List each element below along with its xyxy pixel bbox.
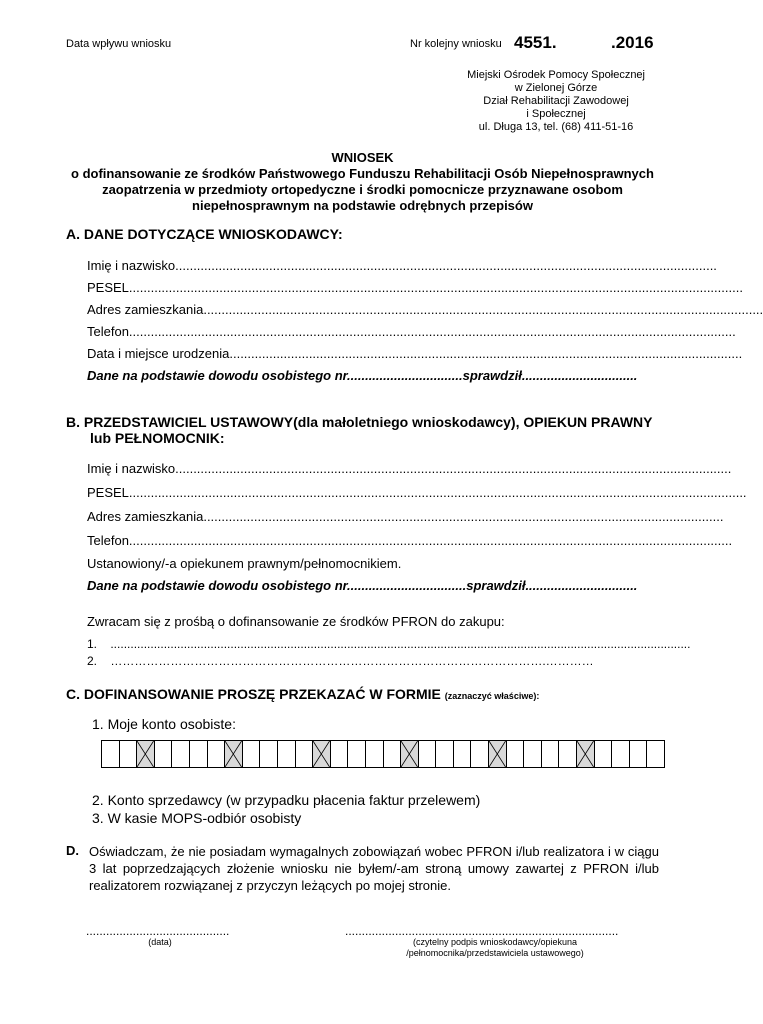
representative-name-field[interactable]: Imię i nazwisko.......................................................................................................................................................... bbox=[87, 461, 732, 476]
representative-address-field[interactable]: Adres zamieszkania................................................................................................................................................ bbox=[87, 509, 724, 524]
account-digit-box[interactable] bbox=[190, 741, 208, 767]
request-text: Zwracam się z prośbą o dofinansowanie ze środków PFRON do zakupu: bbox=[87, 614, 505, 629]
section-a-heading: A. DANE DOTYCZĄCE WNIOSKODAWCY: bbox=[66, 226, 343, 242]
institution-line: Dział Rehabilitacji Zawodowej bbox=[483, 95, 629, 107]
account-digit-box[interactable] bbox=[384, 741, 402, 767]
cross-mark-icon bbox=[313, 741, 330, 767]
account-digit-box[interactable] bbox=[243, 741, 261, 767]
applicant-birth-field[interactable]: Data i miejsce urodzenia.............................................................................................................................................. bbox=[87, 346, 743, 361]
declaration-text: Oświadczam, że nie posiadam wymagalnych zobowiązań wobec PFRON i/lub realizatora i w ciągu 3 lat poprzedzających złożenie wniosku nie byłem/-am stroną umowy zawartej z PFRON i/lub realizatorem rozwiązanej z przyczyn leżących po mojej stronie. bbox=[89, 844, 659, 893]
field-label: Telefon bbox=[87, 324, 129, 339]
representative-pesel-field[interactable]: PESEL........................................................................................................................................................................... bbox=[87, 485, 747, 500]
item-number: 1. bbox=[87, 637, 98, 651]
account-digit-box[interactable] bbox=[296, 741, 314, 767]
account-digit-box[interactable] bbox=[595, 741, 613, 767]
applicant-id-verification: Dane na podstawie dowodu osobistego nr................................sprawdził................................ bbox=[87, 368, 638, 383]
title-line: WNIOSEK bbox=[331, 150, 394, 165]
account-digit-box[interactable] bbox=[172, 741, 190, 767]
option-seller-account[interactable]: 2. Konto sprzedawcy (w przypadku płacenia faktur przelewem) bbox=[92, 792, 481, 808]
representative-id-verification: Dane na podstawie dowodu osobistego nr.................................sprawdził............................... bbox=[87, 578, 638, 593]
field-label: Imię i nazwisko bbox=[87, 258, 176, 273]
account-box-separator bbox=[225, 741, 243, 767]
title-line: niepełnosprawnym na podstawie odrębnych przepisów bbox=[192, 198, 533, 213]
date-received-label: Data wpływu wniosku bbox=[66, 38, 172, 50]
account-digit-box[interactable] bbox=[647, 741, 664, 767]
application-year-value: .2016 bbox=[611, 33, 654, 52]
section-b-heading: B. PRZEDSTAWICIEL USTAWOWY(dla małoletniego wnioskodawcy), OPIEKUN PRAWNY bbox=[66, 414, 653, 430]
title-line: o dofinansowanie ze środków Państwowego Funduszu Rehabilitacji Osób Niepełnosprawnych bbox=[71, 166, 654, 181]
option-cash-desk[interactable]: 3. W kasie MOPS-odbiór osobisty bbox=[92, 810, 302, 826]
item-number: 2. bbox=[87, 654, 98, 668]
account-digit-box[interactable] bbox=[366, 741, 384, 767]
account-digit-box[interactable] bbox=[454, 741, 472, 767]
signature-label-line: (czytelny podpis wnioskodawcy/opiekuna bbox=[412, 937, 578, 947]
cross-mark-icon bbox=[577, 741, 594, 767]
account-digit-box[interactable] bbox=[331, 741, 349, 767]
signature-label bbox=[345, 937, 645, 959]
request-item-2[interactable]: 2. ……………………………………………………………………………………………….………… bbox=[87, 654, 594, 668]
account-digit-box[interactable] bbox=[278, 741, 296, 767]
cross-mark-icon bbox=[225, 741, 242, 767]
account-number-boxes[interactable] bbox=[101, 740, 665, 768]
account-digit-box[interactable] bbox=[630, 741, 648, 767]
account-digit-box[interactable] bbox=[471, 741, 489, 767]
account-digit-box[interactable] bbox=[507, 741, 525, 767]
field-label: Telefon bbox=[87, 533, 129, 548]
account-box-separator bbox=[313, 741, 331, 767]
date-signature-line[interactable]: ........................................... bbox=[86, 924, 230, 938]
section-d-letter: D. bbox=[66, 843, 79, 858]
institution-line: i Społecznej bbox=[526, 108, 586, 120]
institution-address bbox=[467, 69, 645, 134]
cross-mark-icon bbox=[401, 741, 418, 767]
application-number-label: Nr kolejny wniosku bbox=[410, 38, 502, 50]
section-c-title: C. DOFINANSOWANIE PROSZĘ PRZEKAZAĆ W FORMIE bbox=[66, 686, 441, 702]
account-digit-box[interactable] bbox=[436, 741, 454, 767]
field-label: Imię i nazwisko bbox=[87, 461, 176, 476]
account-box-separator bbox=[401, 741, 419, 767]
field-label: PESEL bbox=[87, 485, 129, 500]
account-digit-box[interactable] bbox=[260, 741, 278, 767]
signature-label-line: /pełnomocnika/przedstawiciela ustawowego) bbox=[406, 948, 584, 958]
institution-line: Miejski Ośrodek Pomocy Społecznej bbox=[467, 69, 645, 81]
account-digit-box[interactable] bbox=[102, 741, 120, 767]
account-digit-box[interactable] bbox=[155, 741, 173, 767]
appointed-statement: Ustanowiony/-a opiekunem prawnym/pełnomocnikiem. bbox=[87, 556, 402, 571]
institution-line: ul. Długa 13, tel. (68) 411-51-16 bbox=[478, 121, 634, 133]
section-c-heading bbox=[66, 686, 539, 702]
account-box-separator bbox=[489, 741, 507, 767]
document-title bbox=[0, 150, 725, 214]
representative-phone-field[interactable]: Telefon....................................................................................................................................................................... bbox=[87, 533, 733, 548]
field-label: PESEL bbox=[87, 280, 129, 295]
account-digit-box[interactable] bbox=[348, 741, 366, 767]
account-box-separator bbox=[577, 741, 595, 767]
account-box-separator bbox=[137, 741, 155, 767]
applicant-address-field[interactable]: Adres zamieszkania........................................................................................................................................................... bbox=[87, 302, 763, 317]
signature-line[interactable]: .................................................................................. bbox=[345, 924, 619, 938]
account-digit-box[interactable] bbox=[542, 741, 560, 767]
account-digit-box[interactable] bbox=[612, 741, 630, 767]
cross-mark-icon bbox=[489, 741, 506, 767]
section-c-note: (zaznaczyć właściwe): bbox=[444, 691, 540, 701]
field-label: Adres zamieszkania bbox=[87, 302, 204, 317]
applicant-name-field[interactable]: Imię i nazwisko...................................................................................................................................................... bbox=[87, 258, 717, 273]
field-label: Data i miejsce urodzenia bbox=[87, 346, 230, 361]
account-digit-box[interactable] bbox=[524, 741, 542, 767]
account-digit-box[interactable] bbox=[419, 741, 437, 767]
account-digit-box[interactable] bbox=[559, 741, 577, 767]
applicant-phone-field[interactable]: Telefon........................................................................................................................................................................ bbox=[87, 324, 736, 339]
field-label: Adres zamieszkania bbox=[87, 509, 204, 524]
applicant-pesel-field[interactable]: PESEL.......................................................................................................................................................................... bbox=[87, 280, 743, 295]
date-label: (data) bbox=[148, 937, 172, 947]
cross-mark-icon bbox=[137, 741, 154, 767]
institution-line: w Zielonej Górze bbox=[514, 82, 598, 94]
account-digit-box[interactable] bbox=[120, 741, 138, 767]
option-own-account[interactable]: 1. Moje konto osobiste: bbox=[92, 716, 236, 732]
section-b-heading-cont: lub PEŁNOMOCNIK: bbox=[90, 430, 225, 446]
title-line: zaopatrzenia w przedmioty ortopedyczne i środki pomocnicze przyznawane osobom bbox=[102, 182, 623, 197]
request-item-1[interactable]: 1. .............................................................................................................................................................................. bbox=[87, 637, 691, 651]
account-digit-box[interactable] bbox=[208, 741, 226, 767]
application-number-value: 4551. bbox=[514, 33, 557, 52]
